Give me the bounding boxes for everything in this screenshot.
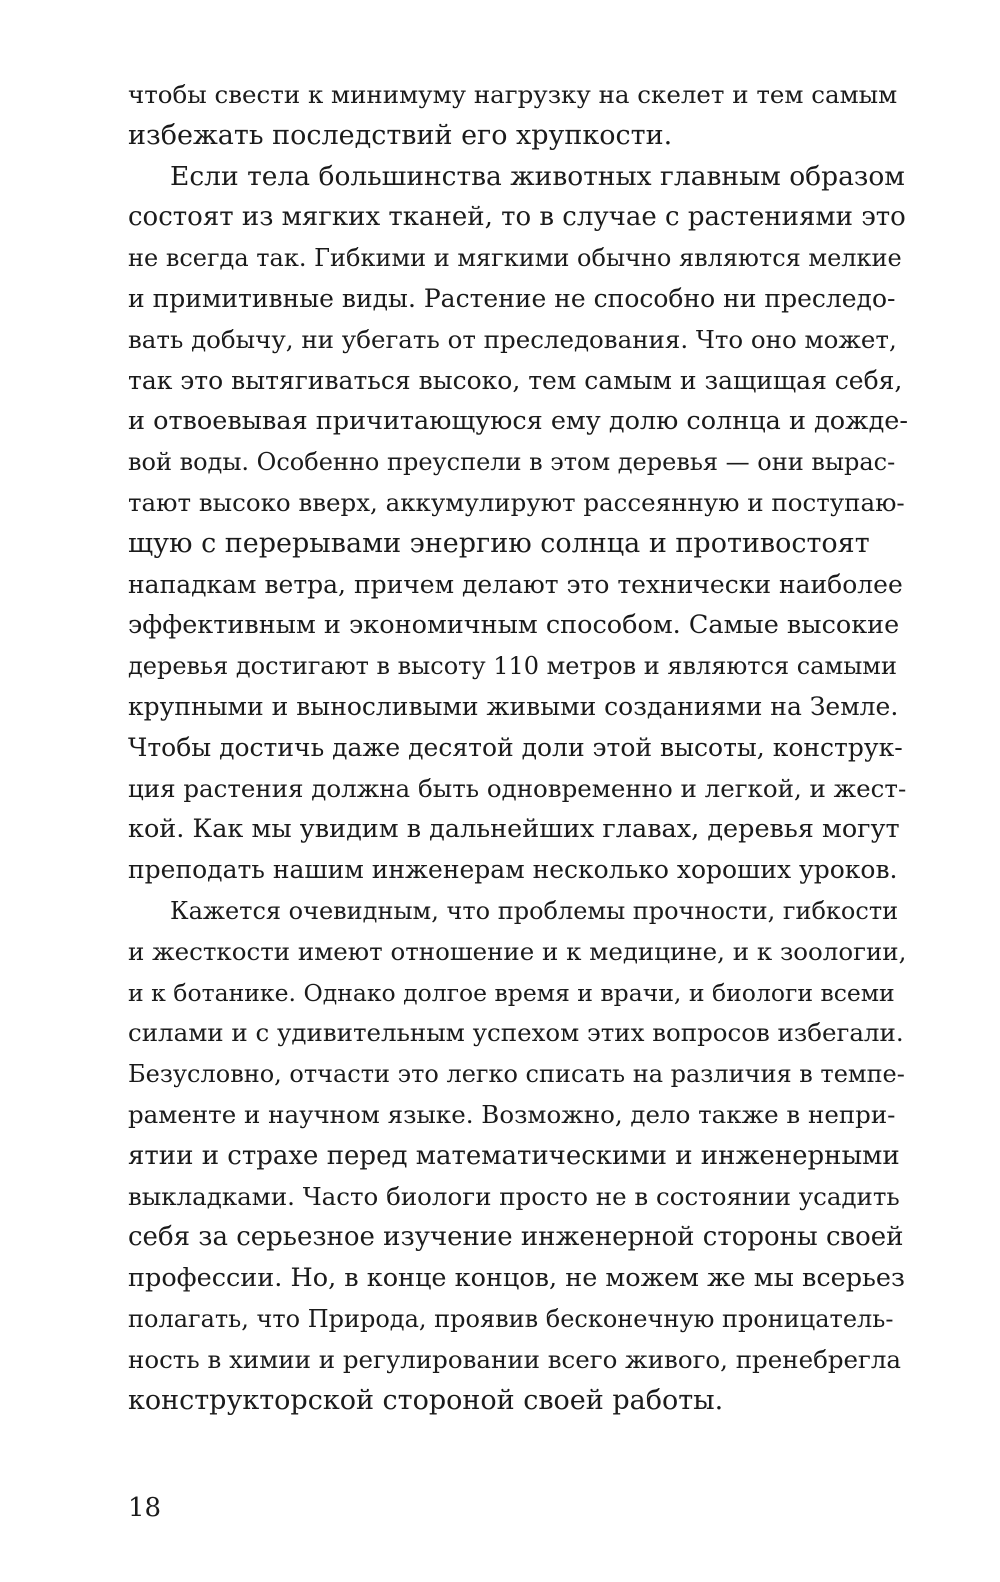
text-line: деревья достигают в высоту 110 метров и являются самыми [128, 652, 897, 681]
text-line: не всегда так. Гибкими и мягкими обычно являются мелкие [128, 244, 902, 273]
text-line: крупными и выносливыми живыми созданиями на Земле. [128, 691, 899, 721]
text-line: так это вытягиваться высоко, тем самым и защищая себя, [128, 365, 903, 395]
paragraph-first-line: Кажется очевидным, что проблемы прочности, гибкости [170, 896, 899, 925]
text-line: профессии. Но, в конце концов, не можем же мы всерьез [128, 1263, 905, 1294]
text-line: и жесткости имеют отношение и к медицине, и к зоологии, [128, 936, 907, 966]
text-line: и к ботанике. Однако долгое время и врачи, и биологи всеми [128, 978, 895, 1007]
text-line: ность в химии и регулировании всего живого, пренебрегла [128, 1344, 902, 1374]
text-line: конструкторской стороной своей работы. [128, 1384, 724, 1416]
text-line: выкладками. Часто биологи просто не в состоянии усадить [128, 1181, 900, 1211]
text-line: эффективным и экономичным способом. Самые высокие [128, 610, 900, 641]
text-line: щую с перерывами энергию солнца и противостоят [128, 527, 870, 559]
text-line: избежать последствий его хрупкости. [128, 119, 673, 151]
text-line: тают высоко вверх, аккумулируют рассеянную и поступаю- [128, 487, 905, 517]
text-line: и примитивные виды. Растение не способно ни преследо- [128, 283, 896, 313]
body-text [128, 75, 908, 1421]
text-line: чтобы свести к минимуму нагрузку на скелет и тем самым [128, 80, 898, 109]
text-line: состоят из мягких тканей, то в случае с растениями это [128, 202, 906, 233]
text-line: раменте и научном языке. Возможно, дело также в непри- [128, 1099, 896, 1129]
text-line: кой. Как мы увидим в дальнейших главах, деревья могут [128, 814, 900, 845]
text-line: вой воды. Особенно преуспели в этом деревья — они вырас- [128, 448, 896, 477]
text-line: Безусловно, отчасти это легко списать на различия в темпе- [128, 1060, 905, 1089]
paragraph-first-line: Если тела большинства животных главным образом [170, 160, 905, 192]
text-line: преподать нашим инженерам несколько хороших уроков. [128, 855, 898, 885]
text-line: полагать, что Природа, проявив бесконечную проницатель- [128, 1304, 894, 1333]
page-number: 18 [128, 1493, 162, 1523]
text-line: вать добычу, ни убегать от преследования. Что оно может, [128, 324, 897, 354]
text-line: и отвоевывая причитающуюся ему долю солнца и дожде- [128, 406, 908, 437]
text-line: ция растения должна быть одновременно и легкой, и жест- [128, 773, 907, 803]
text-line: себя за серьезное изучение инженерной стороны своей [128, 1222, 904, 1253]
text-line: силами и с удивительным успехом этих вопросов избегали. [128, 1018, 904, 1048]
text-line: ятии и страхе перед математическими и инженерными [128, 1140, 900, 1171]
text-line: Чтобы достичь даже десятой доли этой высоты, конструк- [128, 732, 903, 762]
text-line: нападкам ветра, причем делают это технически наиболее [128, 569, 903, 599]
